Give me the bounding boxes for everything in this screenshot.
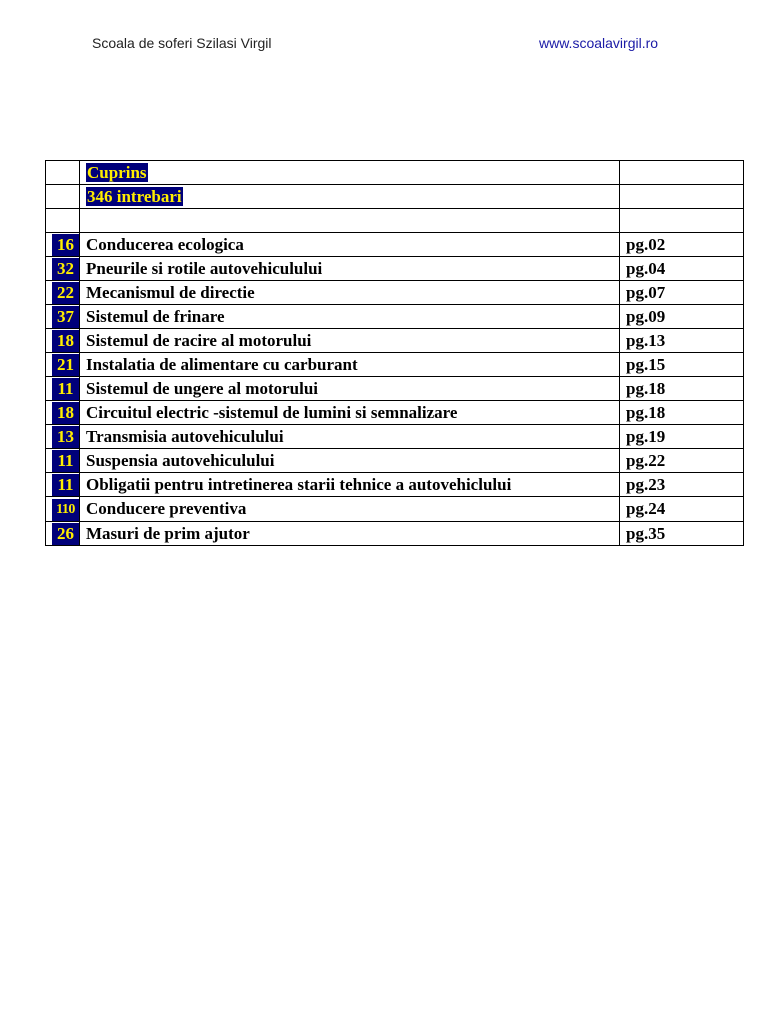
toc-subtitle-row: [46, 185, 744, 209]
page-number: pg.02: [620, 233, 744, 257]
toc-row: [46, 329, 744, 353]
toc-row: [46, 522, 744, 546]
chapter-title: Masuri de prim ajutor: [80, 522, 620, 546]
chapter-title: Transmisia autovehiculului: [80, 425, 620, 449]
page-header: [0, 35, 768, 55]
page-number: pg.18: [620, 377, 744, 401]
question-count-cell: [46, 257, 80, 281]
page-number: pg.23: [620, 473, 744, 497]
chapter-title: Mecanismul de directie: [80, 281, 620, 305]
question-count-cell: [46, 353, 80, 377]
toc-row: [46, 257, 744, 281]
toc-row: [46, 401, 744, 425]
page-number: pg.13: [620, 329, 744, 353]
page-number: pg.15: [620, 353, 744, 377]
chapter-title: Sistemul de frinare: [80, 305, 620, 329]
empty-cell: [46, 209, 80, 233]
chapter-title: Suspensia autovehiculului: [80, 449, 620, 473]
page-number: pg.09: [620, 305, 744, 329]
question-count: 110: [52, 499, 79, 521]
question-count: 26: [52, 523, 79, 545]
chapter-title: Conducere preventiva: [80, 497, 620, 522]
school-name: Scoala de soferi Szilasi Virgil: [92, 35, 272, 51]
page-number: pg.18: [620, 401, 744, 425]
page-number: pg.19: [620, 425, 744, 449]
toc-row: [46, 305, 744, 329]
question-count: 32: [52, 258, 79, 280]
empty-cell: [46, 161, 80, 185]
chapter-title: Sistemul de ungere al motorului: [80, 377, 620, 401]
chapter-title: Sistemul de racire al motorului: [80, 329, 620, 353]
empty-cell: [620, 185, 744, 209]
question-count-cell: [46, 401, 80, 425]
chapter-title: Pneurile si rotile autovehiculului: [80, 257, 620, 281]
chapter-title: Obligatii pentru intretinerea starii tehnice a autovehiclului: [80, 473, 620, 497]
blank-row: [46, 209, 744, 233]
question-count-cell: [46, 377, 80, 401]
page-number: pg.24: [620, 497, 744, 522]
toc-row: [46, 353, 744, 377]
question-count-cell: [46, 233, 80, 257]
empty-cell: [46, 185, 80, 209]
question-count-cell: [46, 305, 80, 329]
question-count: 37: [52, 306, 79, 328]
question-count-cell: [46, 281, 80, 305]
question-count-cell: [46, 449, 80, 473]
question-count-cell: [46, 473, 80, 497]
toc-row: [46, 233, 744, 257]
website-link[interactable]: www.scoalavirgil.ro: [539, 35, 659, 51]
question-count: 21: [52, 354, 79, 376]
page-number: pg.22: [620, 449, 744, 473]
empty-cell: [620, 209, 744, 233]
question-count-cell: [46, 329, 80, 353]
toc-row: [46, 497, 744, 522]
question-count-cell: [46, 522, 80, 546]
question-count: 13: [52, 426, 79, 448]
question-count: 22: [52, 282, 79, 304]
chapter-title: Conducerea ecologica: [80, 233, 620, 257]
toc-title: Cuprins: [87, 162, 147, 182]
toc-row: [46, 473, 744, 497]
question-count: 11: [52, 378, 79, 400]
question-count: 11: [52, 474, 79, 496]
question-count: 18: [52, 330, 79, 352]
toc-row: [46, 449, 744, 473]
question-count: 18: [52, 402, 79, 424]
chapter-title: Circuitul electric -sistemul de lumini si semnalizare: [80, 401, 620, 425]
toc-row: [46, 425, 744, 449]
toc-subtitle-cell: [80, 185, 620, 209]
question-count-cell: [46, 425, 80, 449]
page-number: pg.35: [620, 522, 744, 546]
toc-title-row: [46, 161, 744, 185]
toc-title-cell: [80, 161, 620, 185]
empty-cell: [80, 209, 620, 233]
empty-cell: [620, 161, 744, 185]
toc-row: [46, 377, 744, 401]
table-of-contents: [45, 160, 744, 546]
question-count: 11: [52, 450, 79, 472]
page-number: pg.07: [620, 281, 744, 305]
toc-subtitle: 346 intrebari: [87, 186, 182, 206]
question-count-cell: [46, 497, 80, 522]
question-count: 16: [52, 234, 79, 256]
page-number: pg.04: [620, 257, 744, 281]
chapter-title: Instalatia de alimentare cu carburant: [80, 353, 620, 377]
toc-row: [46, 281, 744, 305]
